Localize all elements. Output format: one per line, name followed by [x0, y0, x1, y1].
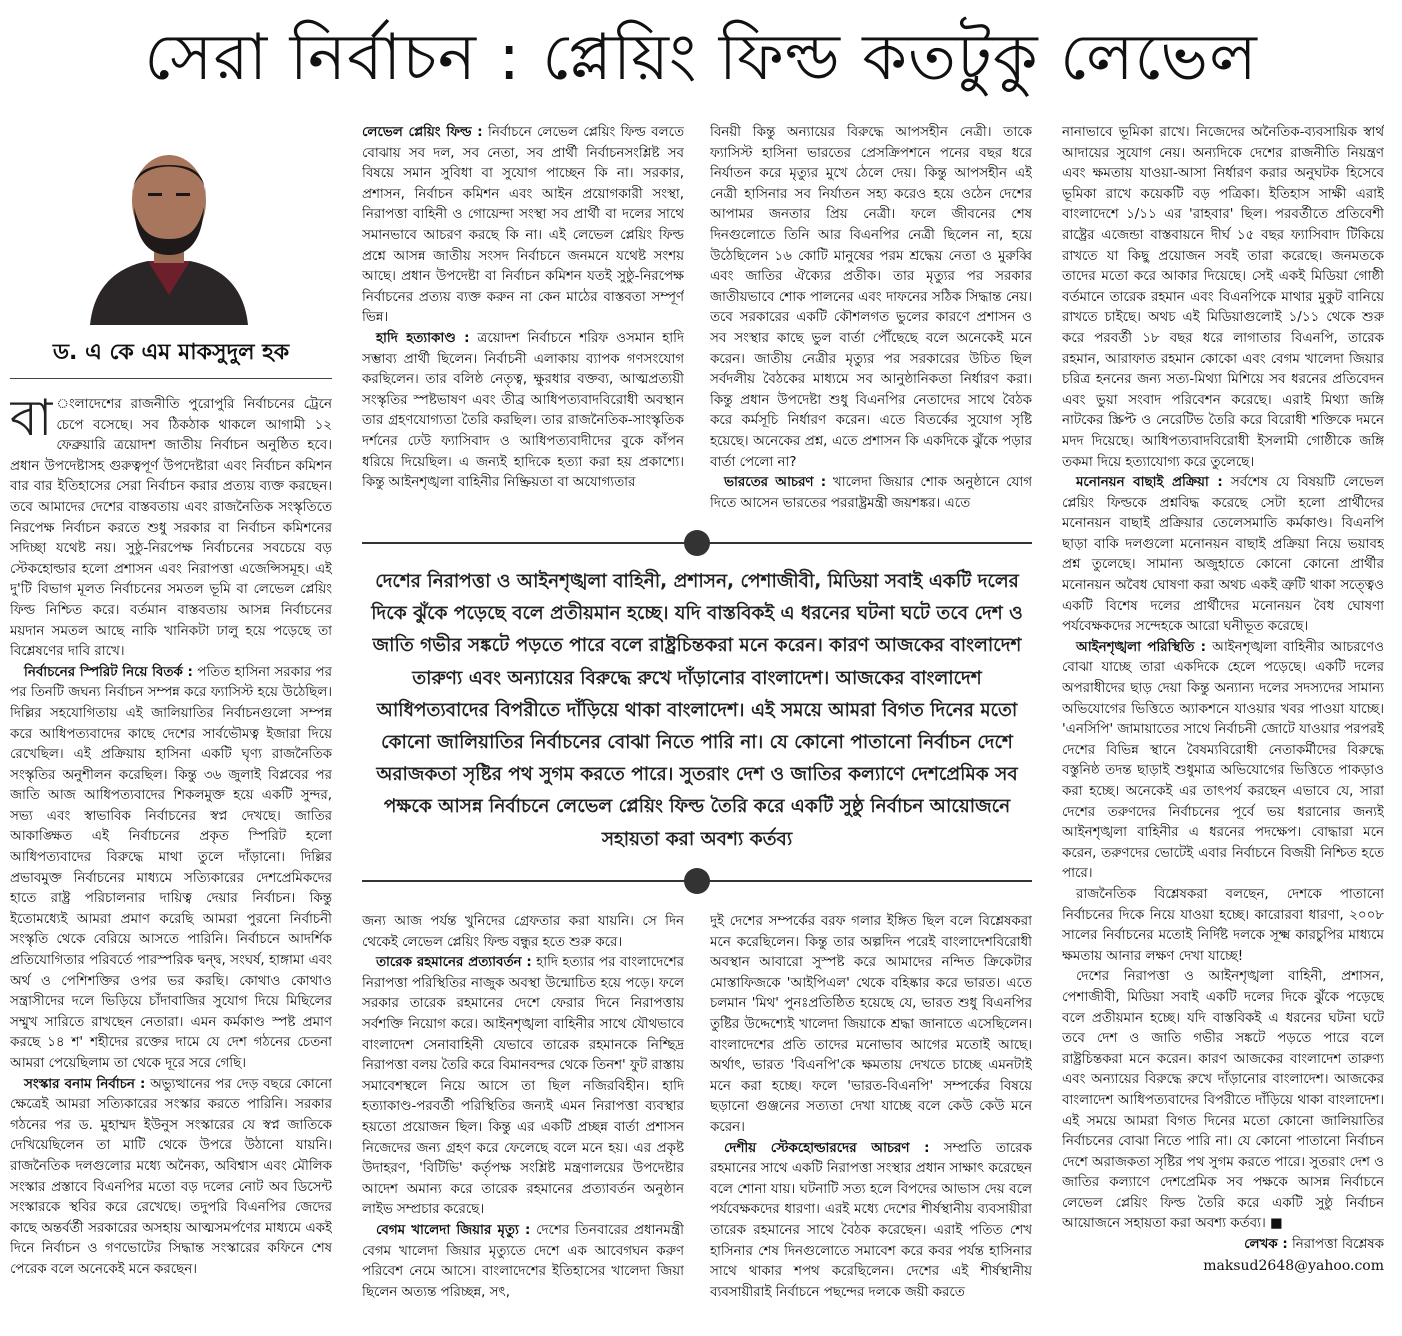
pullquote-top-dot — [684, 530, 710, 556]
paragraph-text: রাজনৈতিক বিশ্লেষকরা বলছেন, দেশকে পাতানো নির্বাচনের দিকে নিয়ে যাওয়া হচ্ছে। কারোরবা ধারণা, ২০০৮ সালের নির্বাচনের মতোই নির্দিষ্ট দলকে সূক্ষ্ম কারচুপির মাধ্যমে ক্ষমতায় আনার লক্ষণ দেখা যাচ্ছে! — [1062, 886, 1384, 964]
column-3-top — [710, 123, 1032, 513]
paragraph — [362, 123, 684, 329]
paragraph-text: আইনশৃঙ্খলা বাহিনীর আচরণেও বোঝা যাচ্ছে তারা একদিকে হেলে পড়েছে। একটি দলের অপরাধীদের ছাড় দেয়া কিন্তু অন্যান্য দলের সদস্যদের সামান্য অভিযোগের ভিত্তিতে অ্যাকশনে যাওয়ার খবর পাওয়া যাচ্ছে। 'এনসিপি' জামায়াতের সাথে নির্বাচনী জোটে যাওয়ার পরপরই দেশের বিভিন্ন স্থানে বৈষম্যবিরোধী নেতাকর্মীদের বিরুদ্ধে বস্তুনিষ্ঠ তদন্ত ছাড়াই শুধুমাত্র অভিযোগের ভিত্তিতে পাকড়াও করা হচ্ছে। অনেকেই এর তাৎপর্য করছেন এভাবে যে, সারা দেশের তরুণদের নির্বাচনের পূর্বে ভয় ধরানোর জন্যই আইনশৃঙ্খলা বাহিনীর এ ধরনের পদক্ষেপ। বোদ্ধারা মনে করেন, তরুণদের ভোটেই এবার নির্বাচনে বিজয়ী নিশ্চিত হতে পারে। — [1062, 639, 1384, 882]
author-credit — [1062, 1235, 1384, 1256]
author-role: নিরাপত্তা বিশ্লেষক — [1291, 1237, 1384, 1253]
paragraph-text: জন্য আজ পর্যন্ত খুনিদের গ্রেফতার করা যায়নি। সে দিন থেকেই লেভেল প্লেয়িং ফিল্ড বন্ধুর হতে শুরু করে। — [362, 914, 684, 950]
paragraph — [362, 329, 684, 494]
author-portrait-icon — [88, 135, 250, 325]
subheading: লেভেল প্লেয়িং ফিল্ড : — [362, 125, 483, 140]
paragraph — [1062, 123, 1384, 473]
intro-text: ংলাদেশের রাজনীতি পুরোপুরি নির্বাচনের ট্রেনে চেপে বসেছে। সব ঠিকঠাক থাকলে আগামী ১২ ফেব্রুয়ারি ত্রয়োদশ জাতীয় নির্বাচন অনুষ্ঠিত হবে। প্রধান উপদেষ্টাসহ গুরুত্বপূর্ণ উপদেষ্টারা এবং নির্বাচন কমিশন বার বার ইতিহাসের সেরা নির্বাচন করার প্রত্যয় ব্যক্ত করছেন। তবে আমাদের দেশের বাস্তবতায় এবং রাজনৈতিক সংস্কৃতিতে নিরপেক্ষ নির্বাচন করতে শুধু সরকার বা নির্বাচন কমিশনের সদিচ্ছা যথেষ্ট নয়। সুষ্ঠু-নিরপেক্ষ নির্বাচনের সবচেয়ে বড় স্টেকহোল্ডার হলো প্রশাসন এবং নিরাপত্তা এজেন্সিসমূহ। এই দু'টি বিভাগ মূলত নির্বাচনের সমতল ভূমি বা লেভেল প্লেয়িং ফিল্ড নিশ্চিত করে। বর্তমান বাস্তবতায় আসন্ন নির্বাচনের ময়দান সমতল আছে নাকি খানিকটা ঢালু হয়ে পড়েছে তা বিশ্লেষণের দাবি রাখে। — [10, 397, 332, 660]
paragraph — [710, 912, 1032, 1139]
paragraph — [362, 953, 684, 1221]
headline: সেরা নির্বাচন : প্লেয়িং ফিল্ড কতটুকু লেভেল — [144, 21, 1258, 95]
paragraph-text: ত্রয়োদশ নির্বাচনে শরিফ ওসমান হাদি সম্ভাব্য প্রার্থী ছিলেন। নির্বাচনী এলাকায় ব্যাপক গণসংযোগ করছিলেন। তার বলিষ্ঠ নেতৃত্ব, ক্ষুরধার বক্তব্য, আত্মপ্রত্যয়ী সংস্কৃতির স্পষ্টভাষণ এবং তীব্র আধিপত্যবাদবিরোধী অবস্থান তার গ্রহণযোগ্যতা তৈরি করছিল। তার রাজনৈতিক-সাংস্কৃতিক দর্শনের ঢেউ ফ্যাসিবাদ ও আধিপত্যবাদীদের বুকে কাঁপন ধরিয়ে দিয়েছিল। এ জন্যই হাদিকে হত্যা করা হয় প্রকাশ্যে। কিন্তু আইনশৃঙ্খলা বাহিনীর নিষ্ক্রিয়তা বা অযোগ্যতার — [362, 330, 684, 491]
paragraph — [10, 1075, 332, 1281]
paragraph — [362, 912, 684, 953]
paragraph-text: দেশের নিরাপত্তা ও আইনশৃঙ্খলা বাহিনী, প্রশাসন, পেশাজীবী, মিডিয়া সবাই একটি দলের দিকে ঝুঁকে পড়েছে বলে প্রতীয়মান হচ্ছে। যদি বাস্তবিকই এ ধরনের ঘটনা ঘটে তবে দেশ ও জাতি গভীর সঙ্কটে পড়তে পারে বলে রাষ্ট্রচিন্তকরা মনে করেন। কারণ আজকের বাংলাদেশ তারুণ্য এবং অন্যায়ের বিরুদ্ধে রুখে দাঁড়ানোর বাংলাদেশ। আজকের বাংলাদেশ আধিপত্যবাদের বিপরীতে দাঁড়িয়ে থাকা বাংলাদেশ। এই সময়ে আমরা বিগত দিনের মতো কোনো জালিয়াতির নির্বাচনের বোঝা নিতে পারি না। যে কোনো পাতানো নির্বাচন দেশে অরাজকতা সৃষ্টির পথ সুগম করতে পারে। সুতরাং দেশ ও জাতির কল্যাণে দেশপ্রেমিক সব পক্ষকে আসন্ন নির্বাচনে লেভেল প্লেয়িং ফিল্ড তৈরি করে একটি সুষ্ঠু নির্বাচন আয়োজনে সহায়তা করা অবশ্য কর্তব্য। — [1062, 969, 1384, 1232]
column-3-bottom — [710, 912, 1032, 1330]
paragraph — [1062, 885, 1384, 967]
subheading: নির্বাচনের স্পিরিট নিয়ে বিতর্ক : — [24, 664, 193, 680]
author-email: maksud2648@yahoo.com — [1203, 1257, 1384, 1274]
byline-divider — [10, 378, 332, 379]
paragraph — [362, 1221, 684, 1303]
paragraph-text: পতিত হাসিনা সরকার পর পর তিনটি জঘন্য নির্বাচন সম্পন্ন করে ফ্যাসিস্ট হয়ে উঠেছিল। দিল্লির সহযোগিতায় এই জালিয়াতির নির্বাচনগুলো সম্পন্ন করে আধিপত্যবাদের কাছে দেশের সার্বভৌমত্ব ইজারা দিয়ে রেখেছিল। এই প্রক্রিয়ায় হাসিনা একটি ঘৃণ্য রাজনৈতিক সংস্কৃতির অনুশীলন করেছিল। কিন্তু ৩৬ জুলাই বিপ্লবের পর জাতি আজ আধিপত্যবাদের শিকলমুক্ত হয়ে একটি সুন্দর, সভ্য এবং স্বাভাবিক নির্বাচনের স্বপ্ন দেখছে। জাতির আকাঙ্ক্ষিত এই নির্বাচনের প্রকৃত স্পিরিট হলো আধিপত্যবাদের বিরুদ্ধে মাথা তুলে দাঁড়ানো। দিল্লির প্রভাবমুক্ত নির্বাচনের মাধ্যমে সত্যিকারের দেশপ্রেমিকদের হাতে রাষ্ট্র পরিচালনার দায়িত্ব দেয়ার নির্বাচন। কিন্তু ইতোমধ্যেই আমরা প্রমাণ করেছি আমরা পুরনো নির্বাচনী সংস্কৃতি থেকে বেরিয়ে আসতে পারিনি। নির্বাচনে আদর্শিক প্রতিযোগিতার পরিবর্তে পারস্পরিক দ্বন্দ্ব, সংঘর্ষ, হাঙ্গামা এবং অর্থ ও পেশিশক্তির ওপর ভর করছি। কোথাও কোথাও সন্ত্রাসীদের দলে ভিড়িয়ে চাঁদাবাজির সুযোগ দিয়ে মিছিলের সম্মুখ সারিতে রাখছেন নেতারা। এমন কর্মকাণ্ড স্পষ্ট প্রমাণ করছে ১৪ শ' শহীদের রক্তের দামে যে দেশ গঠনের চেতনা আমরা পেয়েছিলাম তা থেকে দূরে সরে গেছি। — [10, 664, 332, 1071]
subheading: দেশীয় স্টেকহোল্ডারদের আচরণ : — [724, 1140, 930, 1156]
paragraph-text: খালেদা জিয়ার শোক অনুষ্ঠানে যোগ দিতে আসেন ভারতের পররাষ্ট্রমন্ত্রী জয়শঙ্কর। এতে — [710, 475, 1032, 511]
column-1 — [10, 395, 332, 1330]
subheading: আইনশৃঙ্খলা পরিস্থিতি : — [1076, 639, 1207, 655]
column-4 — [1062, 123, 1384, 1330]
pullquote-bottom-dot — [684, 868, 710, 894]
paragraph-text: দুই দেশের সম্পর্কের বরফ গলার ইঙ্গিত ছিল বলে বিশ্লেষকরা মনে করেছিলেন। কিন্তু তার অল্পদিন পরেই বাংলাদেশবিরোধী অবস্থান আবারো সুস্পষ্ট করে আমাদের নন্দিত ক্রিকেটার মোস্তাফিজকে 'আইপিএল' থেকে বহিষ্কার করে ভারত। এতে চলমান 'মিথ' পুনঃপ্রতিষ্ঠিত হয়েছে যে, ভারত শুধু বিএনপির তুষ্টির উদ্দেশ্যেই খালেদা জিয়াকে শ্রদ্ধা জানাতে এসেছিলেন। বাংলাদেশের প্রতি তাদের মনোভাব আগের মতোই আছে। অর্থাৎ, ভারত 'বিএনপি'কে ক্ষমতায় দেখতে চাচ্ছে এমনটাই মনে করা হচ্ছে। ফলে 'ভারত-বিএনপি' সম্পর্কের বিষয়ে ছড়ানো গুঞ্জনের সত্যতা দেখা যাচ্ছে বলে কেউ কেউ মনে করেন। — [710, 914, 1032, 1135]
paragraph-text: বিনয়ী কিন্তু অন্যায়ের বিরুদ্ধে আপসহীন নেত্রী। তাকে ফ্যাসিস্ট হাসিনা ভারতের প্রেসক্রিপশনে পনের বছর ধরে নির্যাতন করে মৃত্যুর মুখে ঠেলে দেয়। কিন্তু আপসহীন এই নেত্রী হাসিনার সব নির্যাতন সহ্য করেও হয়ে ওঠেন দেশের আপামর জনতার প্রিয় নেত্রী। ফলে জীবনের শেষ দিনগুলোতে তিনি আর বিএনপির নেত্রী ছিলেন না, হয়ে উঠেছিলেন ১৬ কোটি মানুষের পরম শ্রদ্ধেয় নেতা ও মুরুব্বি এবং জাতির ঐক্যের প্রতীক। তার মৃত্যুর পর সরকার জাতীয়ভাবে শোক পালনের এবং দাফনের সঠিক সিদ্ধান্ত নেয়। তবে সরকারের একটি কৌশলগত ভুলের কারণে প্রশাসন ও সব সংস্থার কাছে ভুল বার্তা পৌঁছেছে বলে অনেকেই মনে করেন। জাতীয় নেত্রীর মৃত্যুর পর সরকারের উচিত ছিল সর্বদলীয় বৈঠকের মাধ্যমে সব আনুষ্ঠানিকতা নির্ধারণ করা। কিন্তু প্রধান উপদেষ্টা শুধু বিএনপির নেতাদের সাথে বৈঠক করে কর্মসূচি নির্ধারণ করেন। এতে বিতর্কের সুযোগ সৃষ্টি হয়েছে। অনেকের প্রশ্ন, এতে প্রশাসন কি একদিকে ঝুঁকে পড়ার বার্তা পেলো না? — [710, 125, 1032, 470]
subheading: ভারতের আচরণ : — [724, 475, 827, 491]
author-name: ড. এ কে এম মাকসুদুল হক — [52, 340, 290, 365]
paragraph — [710, 123, 1032, 473]
paragraph — [710, 473, 1032, 513]
paragraph-text: নানাভাবে ভূমিকা রাখে। নিজেদের অনৈতিক-ব্যবসায়িক স্বার্থ আদায়ের সুযোগ নেয়। অন্যদিকে দেশের রাজনীতি নিয়ন্ত্রণ এবং ক্ষমতায় যাওয়া-আসা নির্ধারণ করার অনুঘটক হিসেবে ভূমিকা রাখে কয়েকটি বড় পত্রিকা। ইতিহাস সাক্ষী এরাই বাংলাদেশে ১/১১ এর 'রাহবার' ছিল। পরবর্তীতে প্রতিবেশী রাষ্ট্রের এজেন্ডা বাস্তবায়নে দীর্ঘ ১৫ বছর ফ্যাসিবাদ টিকিয়ে রাখতে যা কিছু প্রয়োজন সবই তারা করেছে। জনমতকে তাদের মতো করে আকার দিয়েছে। সেই একই মিডিয়া গোষ্ঠী বর্তমানে তারেক রহমান এবং বিএনপিকে মাথার মুকুট বানিয়ে রাখতে চাইছে। অথচ এই মিডিয়াগুলোই ১/১১ থেকে শুরু করে পরবর্তী ১৮ বছর ধরে লাগাতার বিএনপি, তারেক রহমান, আরাফাত রহমান কোকো এবং বেগম খালেদা জিয়ার চরিত্র হননের জন্য সত্য-মিথ্যা মিশিয়ে সব ধরনের প্রতিবেদন এবং ভুয়া সংবাদ পরিবেশন করেছে। এরাই মিথ্যা জঙ্গি নাটকের স্ক্রিপ্ট ও নেরেটিভ তৈরি করে বিরোধী শক্তিকে দমনে মদদ দিয়েছে। আধিপত্যবাদবিরোধী ইসলামী গোষ্ঠীকে জঙ্গি তকমা দিয়ে হত্যাযোগ্য করে তুলেছে। — [1062, 125, 1384, 470]
paragraph-text: নির্বাচনে লেভেল প্লেয়িং ফিল্ড বলতে বোঝায় সব দল, সব নেতা, সব প্রার্থী নির্বাচনসংশ্লিষ্ট সব বিষয়ে সমান সুবিধা বা সুযোগ পাচ্ছেন কি না। সরকার, প্রশাসন, নির্বাচন কমিশন এবং আইন প্রয়োগকারী সংস্থা, নিরাপত্তা বাহিনী ও গোয়েন্দা সংস্থা সব প্রার্থী বা দলের সাথে সমানভাবে আচরণ করছে কি না। এই লেভেল প্লেয়িং ফিল্ড প্রশ্নে আসন্ন জাতীয় সংসদ নির্বাচনে জনমনে যথেষ্ট সংশয় আছে। প্রধান উপদেষ্টা বা নির্বাচন কমিশন যতই সুষ্ঠু-নিরপেক্ষ নির্বাচনের প্রত্যয় ব্যক্ত করুন না কেন মাঠের বাস্তবতা সম্পূর্ণ ভিন্ন। — [362, 125, 684, 326]
subheading: তারেক রহমানের প্রত্যাবর্তন : — [376, 955, 532, 971]
paragraph — [1062, 638, 1384, 885]
paragraph-text: হাদি হত্যার পর বাংলাদেশের নিরাপত্তা পরিস্থিতির নাজুক অবস্থা উন্মোচিত হয়ে পড়ে। ফলে সরকার তারেক রহমানের দেশে ফেরার দিনে নিরাপত্তায় সর্বশক্তি নিয়োগ করে। আইনশৃঙ্খলা বাহিনীর সাথে যৌথভাবে বাংলাদেশ সেনাবাহিনী যেভাবে তারেক রহমানকে নিশ্ছিদ্র নিরাপত্তা বলয় তৈরি করে বিমানবন্দর থেকে তিনশ' ফুট রাস্তায় সমাবেশস্থলে নিয়ে আসে তা ছিল নজিরবিহীন। হাদি হত্যাকাণ্ড-পরবর্তী পরিস্থিতির জন্যই এমন নিরাপত্তা ব্যবস্থার হয়তো প্রয়োজন ছিল। কিন্তু এর একটি প্রচ্ছন্ন বার্তা প্রশাসন নিজেদের জন্য গ্রহণ করে ফেলেছে বলে মনে হয়। এর প্রকৃষ্ট উদাহরণ, 'বিটিভি' কর্তৃপক্ষ সংশ্লিষ্ট মন্ত্রণালয়ের উপদেষ্টার আদেশ অমান্য করে তারেক রহমানের প্রত্যাবর্তন অনুষ্ঠান লাইভ সম্প্রচার করেছে। — [362, 955, 684, 1218]
subheading: হাদি হত্যাকাণ্ড : — [376, 330, 470, 346]
subheading: সংস্কার বনাম নির্বাচন : — [24, 1076, 146, 1092]
pull-quote: দেশের নিরাপত্তা ও আইনশৃঙ্খলা বাহিনী, প্রশাসন, পেশাজীবী, মিডিয়া সবাই একটি দলের দিকে ঝুঁকে পড়েছে বলে প্রতীয়মান হচ্ছে। যদি বাস্তবিকই এ ধরনের ঘটনা ঘটে তবে দেশ ও জাতি গভীর সঙ্কটে পড়তে পারে বলে রাষ্ট্রচিন্তকরা মনে করেন। কারণ আজকের বাংলাদেশ তারুণ্য এবং অন্যায়ের বিরুদ্ধে রুখে দাঁড়ানোর বাংলাদেশ। আজকের বাংলাদেশ আধিপত্যবাদের বিপরীতে দাঁড়িয়ে থাকা বাংলাদেশ। এই সময়ে আমরা বিগত দিনের মতো কোনো জালিয়াতির নির্বাচনের বোঝা নিতে পারি না। যে কোনো পাতানো নির্বাচন দেশে অরাজকতা সৃষ্টির পথ সুগম করতে পারে। সুতরাং দেশ ও জাতির কল্যাণে দেশপ্রেমিক সব পক্ষকে আসন্ন নির্বাচনে লেভেল প্লেয়িং ফিল্ড তৈরি করে একটি সুষ্ঠু নির্বাচন আয়োজনে সহায়তা করা অবশ্য কর্তব্য — [371, 571, 1023, 850]
author-photo — [88, 135, 250, 325]
column-2-top — [362, 123, 684, 513]
paragraph-text: সর্বশেষ যে বিষয়টি লেভেল প্লেয়িং ফিল্ডকে প্রশ্নবিদ্ধ করেছে সেটা হলো প্রার্থীদের মনোনয়ন বাছাই প্রক্রিয়ার তেলেসমাতি কর্মকাণ্ড। বিএনপি ছাড়া বাকি দলগুলো মনোনয়ন বাছাই প্রক্রিয়া নিয়ে ভয়াবহ প্রশ্ন তুলেছে। সামান্য অজুহাতে কোনো কোনো প্রার্থীর মনোনয়ন অবৈধ ঘোষণা করা অথচ একই ত্রুটি থাকা সত্ত্বেও একটি বিশেষ দলের প্রার্থীদের মনোনয়ন বৈধ ঘোষণা পর্যবেক্ষকদের সন্দেহকে আরো ঘনীভূত করেছে। — [1062, 475, 1384, 635]
paragraph-text: অভ্যুত্থানের পর দেড় বছরে কোনো ক্ষেত্রেই আমরা সত্যিকারের সংস্কার করতে পারিনি। সরকার গঠনের পর ড. মুহাম্মদ ইউনুস সংস্কারের যে স্বপ্ন জাতিকে দেখিয়েছিলেন তা মাটি থেকে উপরে উঠানো যায়নি। রাজনৈতিক দলগুলোর মধ্যে অনৈক্য, অবিশ্বাস এবং মৌলিক সংস্কার প্রস্তাবে বিএনপির মতো বড় দলের নোট অব ডিসেন্ট সংস্কারকে স্থবির করে রেখেছে। তদুপরি বিএনপির জেদের কাছে অন্তর্বর্তী সরকারের অসহায় আত্মসমর্পণের মাধ্যমে একই দিনে নির্বাচন ও গণভোটের সিদ্ধান্ত সংস্কারের কফিনে শেষ পেরেক বলে অনেকেই মনে করছেন। — [10, 1076, 332, 1277]
subheading: বেগম খালেদা জিয়ার মৃত্যু : — [376, 1222, 531, 1238]
paragraph-text: দেশের তিনবারের প্রধানমন্ত্রী বেগম খালেদা জিয়ার মৃত্যুতে দেশে এক আবেগঘন করুণ পরিবেশ নেমে আসে। বাংলাদেশের ইতিহাসের খালেদা জিয়া ছিলেন অত্যন্ত পরিচ্ছন্ন, সৎ, — [362, 1222, 684, 1300]
intro-paragraph — [10, 395, 332, 663]
paragraph — [710, 1139, 1032, 1304]
paragraph-text: সম্প্রতি তারেক রহমানের সাথে একটি নিরাপত্তা সংস্থার প্রধান সাক্ষাৎ করেছেন বলে শোনা যায়। ঘটনাটি সত্য হলে বিপদের আভাস দেয় বলে পর্যবেক্ষকদের ধারণা। এরই মধ্যে দেশের শীর্ষস্থানীয় ব্যবসায়ীরা তারেক রহমানের সাথে বৈঠক করেছেন। এরাই পতিত শেখ হাসিনার শেষ দিনগুলোতে সমাবেশ করে কবর পর্যন্ত হাসিনার সাথে থাকার শপথ করেছিলেন। দেশের এই শীর্ষস্থানীয় ব্যবসায়ীরাই নির্বাচনে পছন্দের দলকে জয়ী করতে — [710, 1140, 1032, 1300]
paragraph — [10, 663, 332, 1075]
drop-cap: বা — [10, 395, 53, 447]
author-label: লেখক : — [1244, 1237, 1288, 1253]
column-2-bottom — [362, 912, 684, 1330]
subheading: মনোনয়ন বাছাই প্রক্রিয়া : — [1076, 475, 1223, 491]
end-mark: ■ — [1270, 1216, 1283, 1232]
paragraph — [1062, 473, 1384, 638]
paragraph — [1062, 967, 1384, 1235]
